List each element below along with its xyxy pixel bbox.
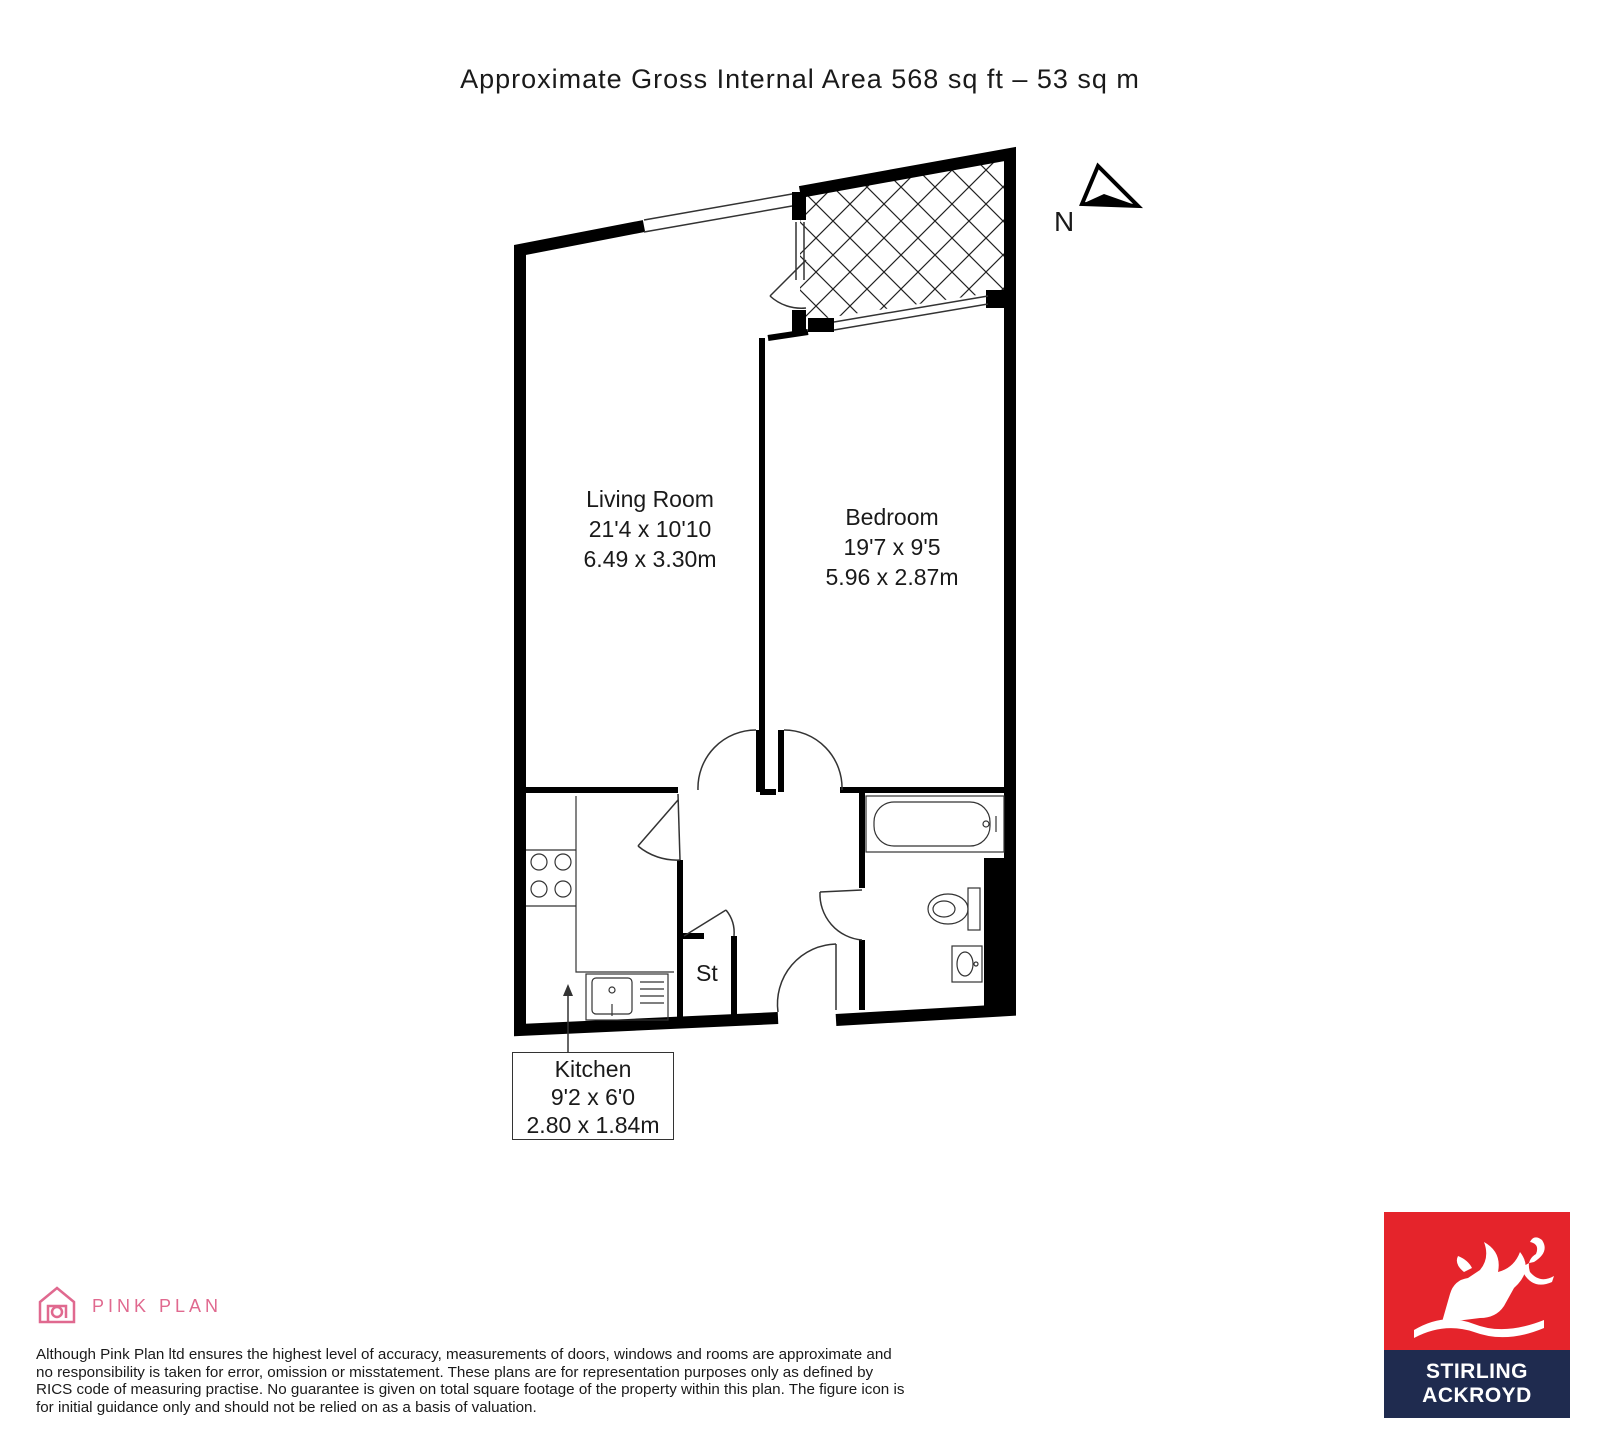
- store-label: St: [696, 960, 718, 986]
- bedroom-name: Bedroom: [845, 504, 939, 530]
- pink-plan-wordmark: PINK PLAN: [92, 1296, 223, 1316]
- disclaimer-text: Although Pink Plan ltd ensures the highest level of accuracy, measurements of doors, windows and rooms are approximate and no responsibility is taken for error, omission or misstatement. These plans are for representation purposes only as defined by RICS code of measuring practise. No guarantee is given on total square footage of the property within this plan. The figure icon is for initial guidance only and should not be relied on as a basis of valuation.: [36, 1346, 905, 1416]
- bathroom-outer-wall: [984, 858, 1010, 1008]
- toilet-icon: [928, 888, 980, 930]
- living-room-label: [560, 484, 740, 574]
- bedroom-metric: 5.96 x 2.87m: [825, 564, 959, 590]
- hob-icon: [531, 854, 571, 897]
- kitchen-counter: [526, 796, 674, 972]
- stirling-ackroyd-logo: [1384, 1212, 1570, 1418]
- living-room-name: Living Room: [586, 486, 714, 512]
- kitchen-pointer-arrow: [563, 984, 573, 1052]
- living-room-metric: 6.49 x 3.30m: [583, 546, 717, 572]
- griffin-icon: [1384, 1212, 1570, 1350]
- gross-area-title: Approximate Gross Internal Area 568 sq ft – 53 sq m: [460, 64, 1140, 94]
- kitchen-label: [512, 1052, 674, 1140]
- bathtub-icon: [866, 796, 1004, 852]
- bedroom-door-jamb: [778, 730, 784, 792]
- kitchen-imperial: 9'2 x 6'0: [550, 1084, 636, 1110]
- pink-plan-logo-icon: [36, 1284, 78, 1326]
- north-arrow-icon: [1082, 166, 1138, 206]
- logo-red-panel: [1384, 1212, 1570, 1350]
- living-room-imperial: 21'4 x 10'10: [588, 516, 712, 542]
- logo-navy-panel: [1384, 1350, 1570, 1418]
- kitchen-metric: 2.80 x 1.84m: [526, 1112, 660, 1138]
- basin-icon: [952, 946, 982, 982]
- balcony-outer-wall-cap: [986, 290, 1010, 308]
- logo-line-2: ACKROYD: [1422, 1384, 1532, 1407]
- sink-icon: [586, 974, 668, 1020]
- kitchen-name: Kitchen: [554, 1056, 632, 1082]
- north-label: N: [1054, 206, 1075, 237]
- bedroom-imperial: 19'7 x 9'5: [843, 534, 941, 560]
- door-swings: [638, 730, 862, 1012]
- logo-line-1: STIRLING: [1426, 1360, 1528, 1383]
- bedroom-label: [802, 502, 982, 592]
